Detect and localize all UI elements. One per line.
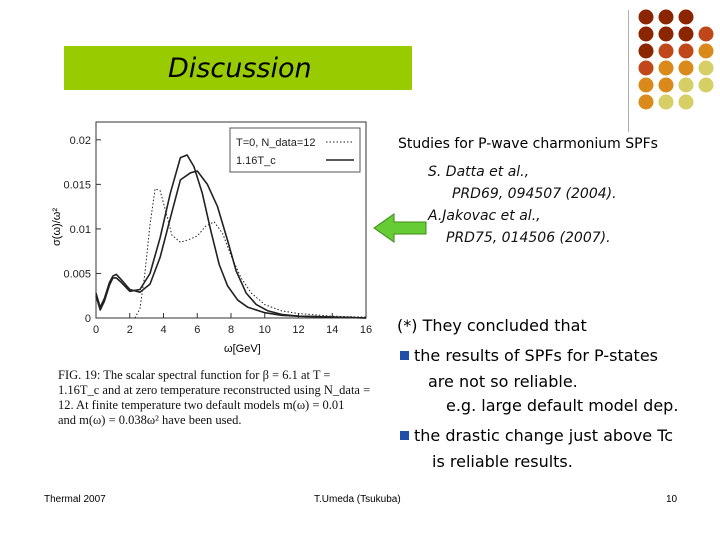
caption-line: 12. At finite temperature two default models m(ω) = 0.01: [58, 398, 345, 412]
x-tick-labels: [93, 324, 372, 336]
footer-center: T.Umeda (Tsukuba): [314, 494, 401, 505]
decorative-dot: [659, 27, 674, 42]
decorative-dot: [639, 27, 654, 42]
y-tick-label: 0.01: [69, 223, 91, 236]
bullet-square-icon: [400, 351, 409, 360]
y-tick-label: 0.005: [63, 268, 91, 281]
legend-entry: T=0, N_data=12: [236, 137, 316, 149]
decorative-dot: [659, 78, 674, 93]
decorative-dot: [639, 61, 654, 76]
decorative-dot: [679, 27, 694, 42]
x-tick-label: 0: [92, 324, 100, 336]
x-tick-label: 8: [227, 324, 235, 336]
decorative-dot: [699, 61, 714, 76]
x-tick-label: 14: [326, 324, 339, 336]
chart-legend: [230, 128, 360, 172]
decorative-dot: [639, 78, 654, 93]
decorative-dot: [659, 44, 674, 59]
slide-subtitle: Studies for P-wave charmonium SPFs: [398, 136, 658, 152]
x-tick-label: 12: [292, 324, 305, 336]
reference-2-journal: PRD75, 014506 (2007).: [446, 230, 611, 246]
caption-line: 1.16T_c and at zero temperature reconstructed using N_data =: [58, 383, 371, 397]
decorative-dot: [699, 27, 714, 42]
decorative-dot: [679, 10, 694, 25]
x-tick-label: 4: [160, 324, 167, 336]
bullet-item-2: [400, 426, 673, 445]
decorative-dot: [679, 95, 694, 110]
decorative-dot-grid: [636, 8, 716, 112]
bullet-1-line-3: e.g. large default model dep.: [446, 396, 679, 415]
series-line-3: [96, 171, 366, 318]
y-axis-label: σ(ω)/ω²: [51, 207, 63, 247]
decorative-dot: [679, 61, 694, 76]
bullet-2-line-2: is reliable results.: [432, 452, 573, 471]
x-tick-label: 6: [194, 324, 201, 336]
decorative-dot: [639, 95, 654, 110]
decorative-dot: [659, 10, 674, 25]
slide-title: Discussion: [168, 53, 312, 84]
reference-1-authors: S. Datta et al.,: [428, 164, 530, 180]
divider-line: [628, 10, 629, 132]
y-tick-label: 0: [84, 313, 91, 325]
figure-caption: [58, 368, 380, 428]
decorative-dot: [699, 44, 714, 59]
decorative-dot: [659, 95, 674, 110]
decorative-dot: [679, 44, 694, 59]
y-tick-label: 0.015: [63, 179, 91, 192]
bullet-item-1: [400, 346, 658, 365]
series-line-2: [96, 155, 366, 318]
y-tick-labels: [63, 135, 91, 325]
reference-1-journal: PRD69, 094507 (2004).: [452, 186, 617, 202]
y-tick-label: 0.02: [69, 134, 91, 147]
decorative-dot: [639, 10, 654, 25]
bullet-1-line-2: are not so reliable.: [428, 372, 578, 391]
legend-entry: 1.16T_c: [236, 155, 276, 167]
x-tick-label: 10: [258, 324, 271, 336]
decorative-dot: [679, 78, 694, 93]
reference-2-authors: A.Jakovac et al.,: [428, 208, 541, 224]
caption-line: FIG. 19: The scalar spectral function for β = 6.1 at T =: [58, 368, 331, 382]
page-number: 10: [666, 494, 678, 505]
caption-line: and m(ω) = 0.038ω² have been used.: [58, 413, 242, 427]
bullet-1-text: the results of SPFs for P-states: [414, 346, 658, 365]
spectral-function-chart: [48, 112, 388, 364]
x-axis-label: ω[GeV]: [224, 343, 261, 355]
chart-series: [96, 155, 366, 318]
x-tick-label: 16: [359, 324, 373, 336]
decorative-dot: [639, 44, 654, 59]
x-tick-label: 2: [126, 324, 133, 336]
bullet-2-text: the drastic change just above Tc: [414, 426, 674, 445]
decorative-dot: [659, 61, 674, 76]
conclusion-intro: (*) They concluded that: [397, 316, 587, 335]
footer-left: Thermal 2007: [44, 494, 106, 505]
left-arrow-icon: [372, 212, 428, 244]
bullet-square-icon: [400, 431, 409, 440]
decorative-dot: [699, 78, 714, 93]
